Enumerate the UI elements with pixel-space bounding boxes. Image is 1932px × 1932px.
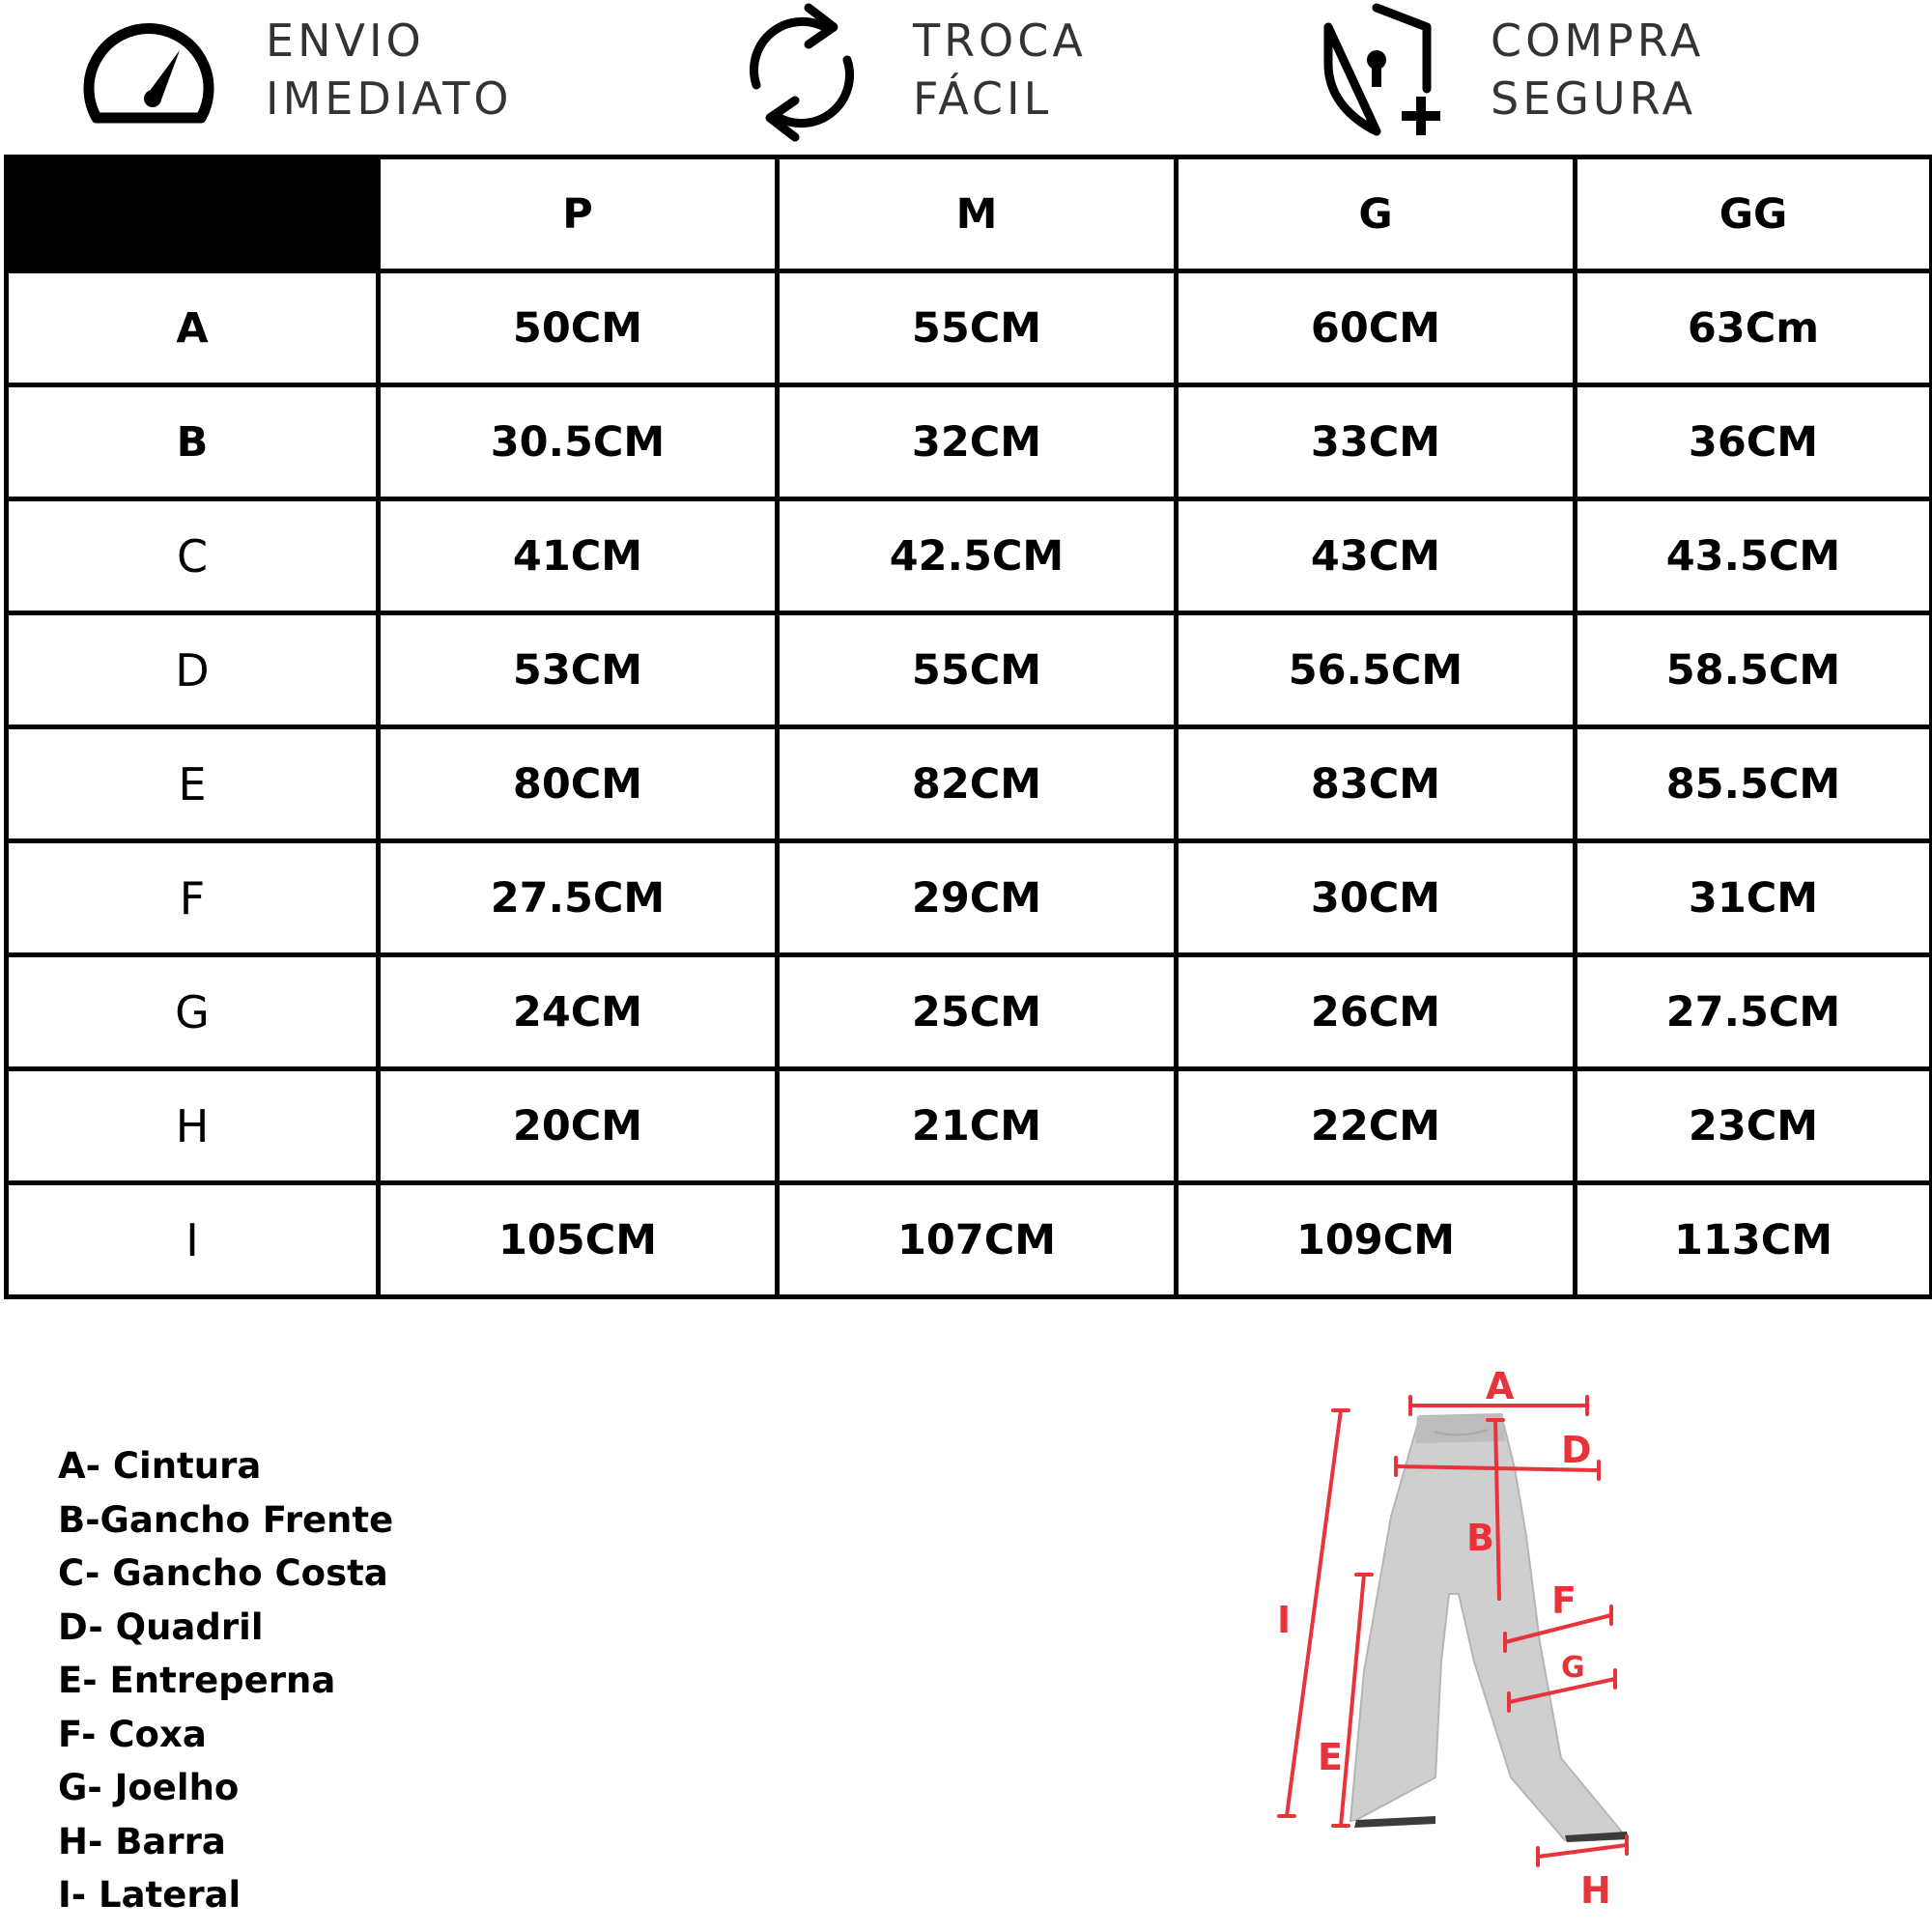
legend-item: A- Cintura [58,1445,262,1487]
table-cell: 80CM [379,727,778,841]
badge-line-2: FÁCIL [913,72,1053,125]
row-label: H [7,1069,379,1183]
table-cell: 30.5CM [379,385,778,499]
row-label: G [7,955,379,1069]
table-cell: 36CM [1576,385,1932,499]
table-row [7,727,1932,841]
table-cell: 32CM [778,385,1177,499]
pants-measurement-diagram [1256,1352,1662,1922]
row-label: E [7,727,379,841]
table-cell: 29CM [778,841,1177,955]
row-label: A [7,271,379,385]
badge-line-1: COMPRA [1491,14,1705,67]
legend-item: C- Gancho Costa [58,1552,388,1594]
table-row [7,841,1932,955]
table-cell: 60CM [1177,271,1576,385]
badge-troca-facil [739,0,1145,145]
size-table [4,155,1932,1299]
badge-envio-imediato [77,0,580,145]
table-row [7,271,1932,385]
table-cell: 20CM [379,1069,778,1183]
table-cell: 27.5CM [379,841,778,955]
table-cell: 26CM [1177,955,1576,1069]
row-label: C [7,499,379,613]
refresh-icon [739,0,865,145]
table-cell: 31CM [1576,841,1932,955]
table-row [7,385,1932,499]
badge-line-1: ENVIO [266,14,425,67]
row-label: B [7,385,379,499]
table-cell: 83CM [1177,727,1576,841]
legend-item: G- Joelho [58,1767,240,1808]
table-row [7,499,1932,613]
legend-item: B-Gancho Frente [58,1498,394,1541]
size-header: G [1177,157,1576,271]
table-cell: 22CM [1177,1069,1576,1183]
table-cell: 63Cm [1576,271,1932,385]
table-cell: 43.5CM [1576,499,1932,613]
row-label: D [7,613,379,727]
table-cell: 24CM [379,955,778,1069]
speedometer-icon [77,10,222,135]
measure-label-h: H [1580,1869,1611,1912]
measure-label-g: G [1561,1651,1585,1685]
pants-illustration [1350,1414,1629,1842]
table-cell: 30CM [1177,841,1576,955]
table-cell: 23CM [1576,1069,1932,1183]
table-cell: 113CM [1576,1183,1932,1297]
table-corner-cell [7,157,379,271]
size-header: M [778,157,1177,271]
measure-label-f: F [1551,1579,1577,1622]
table-header-row [7,157,1932,271]
legend-item: H- Barra [58,1820,226,1862]
legend-item: F- Coxa [58,1713,207,1755]
table-row [7,955,1932,1069]
badge-line-2: IMEDIATO [266,72,513,125]
table-cell: 50CM [379,271,778,385]
table-row [7,613,1932,727]
table-cell: 25CM [778,955,1177,1069]
table-cell: 55CM [778,271,1177,385]
measure-label-i: I [1277,1599,1292,1641]
measure-label-a: A [1486,1365,1515,1407]
table-row [7,1069,1932,1183]
legend-item: D- Quadril [58,1605,264,1648]
legend-item: E- Entreperna [58,1660,336,1701]
shield-lock-icon [1319,0,1454,145]
table-cell: 33CM [1177,385,1576,499]
table-cell: 21CM [778,1069,1177,1183]
badge-compra-segura [1319,0,1821,145]
size-header: P [379,157,778,271]
table-cell: 85.5CM [1576,727,1932,841]
measurement-legend [58,1439,393,1922]
table-cell: 41CM [379,499,778,613]
table-cell: 55CM [778,613,1177,727]
badge-line-1: TROCA [913,14,1087,67]
measure-label-d: D [1561,1429,1592,1471]
size-header: GG [1576,157,1932,271]
table-cell: 43CM [1177,499,1576,613]
measure-label-e: E [1318,1736,1343,1778]
measure-label-b: B [1466,1517,1494,1559]
table-cell: 109CM [1177,1183,1576,1297]
table-cell: 42.5CM [778,499,1177,613]
table-cell: 82CM [778,727,1177,841]
legend-item: I- Lateral [58,1874,242,1916]
row-label: F [7,841,379,955]
table-cell: 56.5CM [1177,613,1576,727]
table-cell: 27.5CM [1576,955,1932,1069]
row-label: I [7,1183,379,1297]
table-cell: 105CM [379,1183,778,1297]
table-row [7,1183,1932,1297]
badge-line-2: SEGURA [1491,72,1697,125]
table-cell: 53CM [379,613,778,727]
table-cell: 107CM [778,1183,1177,1297]
table-cell: 58.5CM [1576,613,1932,727]
